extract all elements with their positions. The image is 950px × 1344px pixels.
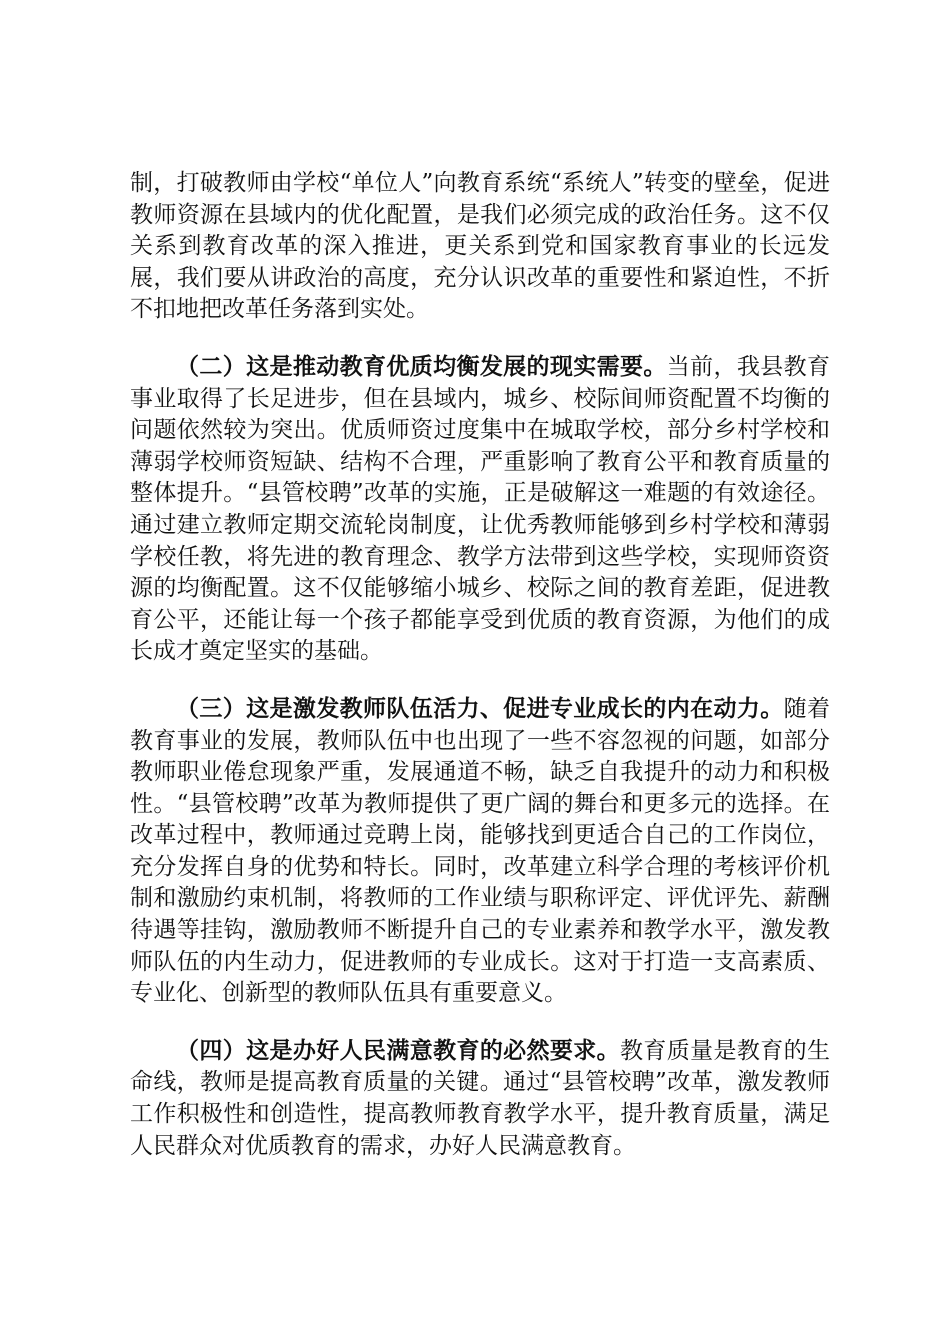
paragraph-3-heading: （三）这是激发教师队伍活力、促进专业成长的内在动力。 [176,695,784,722]
paragraph-1-body: 制，打破教师由学校“单位人”向教育系统“系统人”转变的壁垒，促进教师资源在县域内的优化配置，是我们必须完成的政治任务。这不仅关系到教育改革的深入推进，更关系到党和国家教育事业的长远发展，我们要从讲政治的高度，充分认识改革的重要性和紧迫性，不折不扣地把改革任务落到实处。 [130,170,830,323]
paragraph-2-body: 当前，我县教育事业取得了长足进步，但在县域内，城乡、校际间师资配置不均衡的问题依然较为突出。优质师资过度集中在城取学校，部分乡村学校和薄弱学校师资短缺、结构不合理，严重影响了教育公平和教育质量的整体提升。“县管校聘”改革的实施，正是破解这一难题的有效途径。通过建立教师定期交流轮岗制度，让优秀教师能够到乡村学校和薄弱学校任教，将先进的教育理念、教学方法带到这些学校，实现师资资源的均衡配置。这不仅能够缩小城乡、校际之间的教育差距，促进教育公平，还能让每一个孩子都能享受到优质的教育资源，为他们的成长成才奠定坚实的基础。 [130,353,831,665]
paragraph-3 [130,694,830,1010]
paragraph-1 [130,168,830,326]
paragraph-4 [130,1036,830,1162]
paragraph-3-body: 随着教育事业的发展，教师队伍中也出现了一些不容忽视的问题，如部分教师职业倦怠现象严重，发展通道不畅，缺乏自我提升的动力和积极性。“县管校聘”改革为教师提供了更广阔的舞台和更多元的选择。在改革过程中，教师通过竞聘上岗，能够找到更适合自己的工作岗位，充分发挥自身的优势和特长。同时，改革建立科学合理的考核评价机制和激励约束机制，将教师的工作业绩与职称评定、评优评先、薪酬待遇等挂钩，激励教师不断提升自己的专业素养和教学水平，激发教师队伍的内生动力，促进教师的专业成长。这对于打造一支高素质、专业化、创新型的教师队伍具有重要意义。 [130,695,831,1007]
paragraph-4-heading: （四）这是办好人民满意教育的必然要求。 [176,1037,621,1064]
document-page [130,168,830,1188]
paragraph-2-heading: （二）这是推动教育优质均衡发展的现实需要。 [176,353,667,380]
paragraph-2 [130,352,830,668]
paragraph-4-body: 教育质量是教育的生命线，教师是提高教育质量的关键。通过“县管校聘”改革，激发教师工作积极性和创造性，提高教师教育教学水平，提升教育质量，满足人民群众对优质教育的需求，办好人民满意教育。 [130,1037,831,1159]
